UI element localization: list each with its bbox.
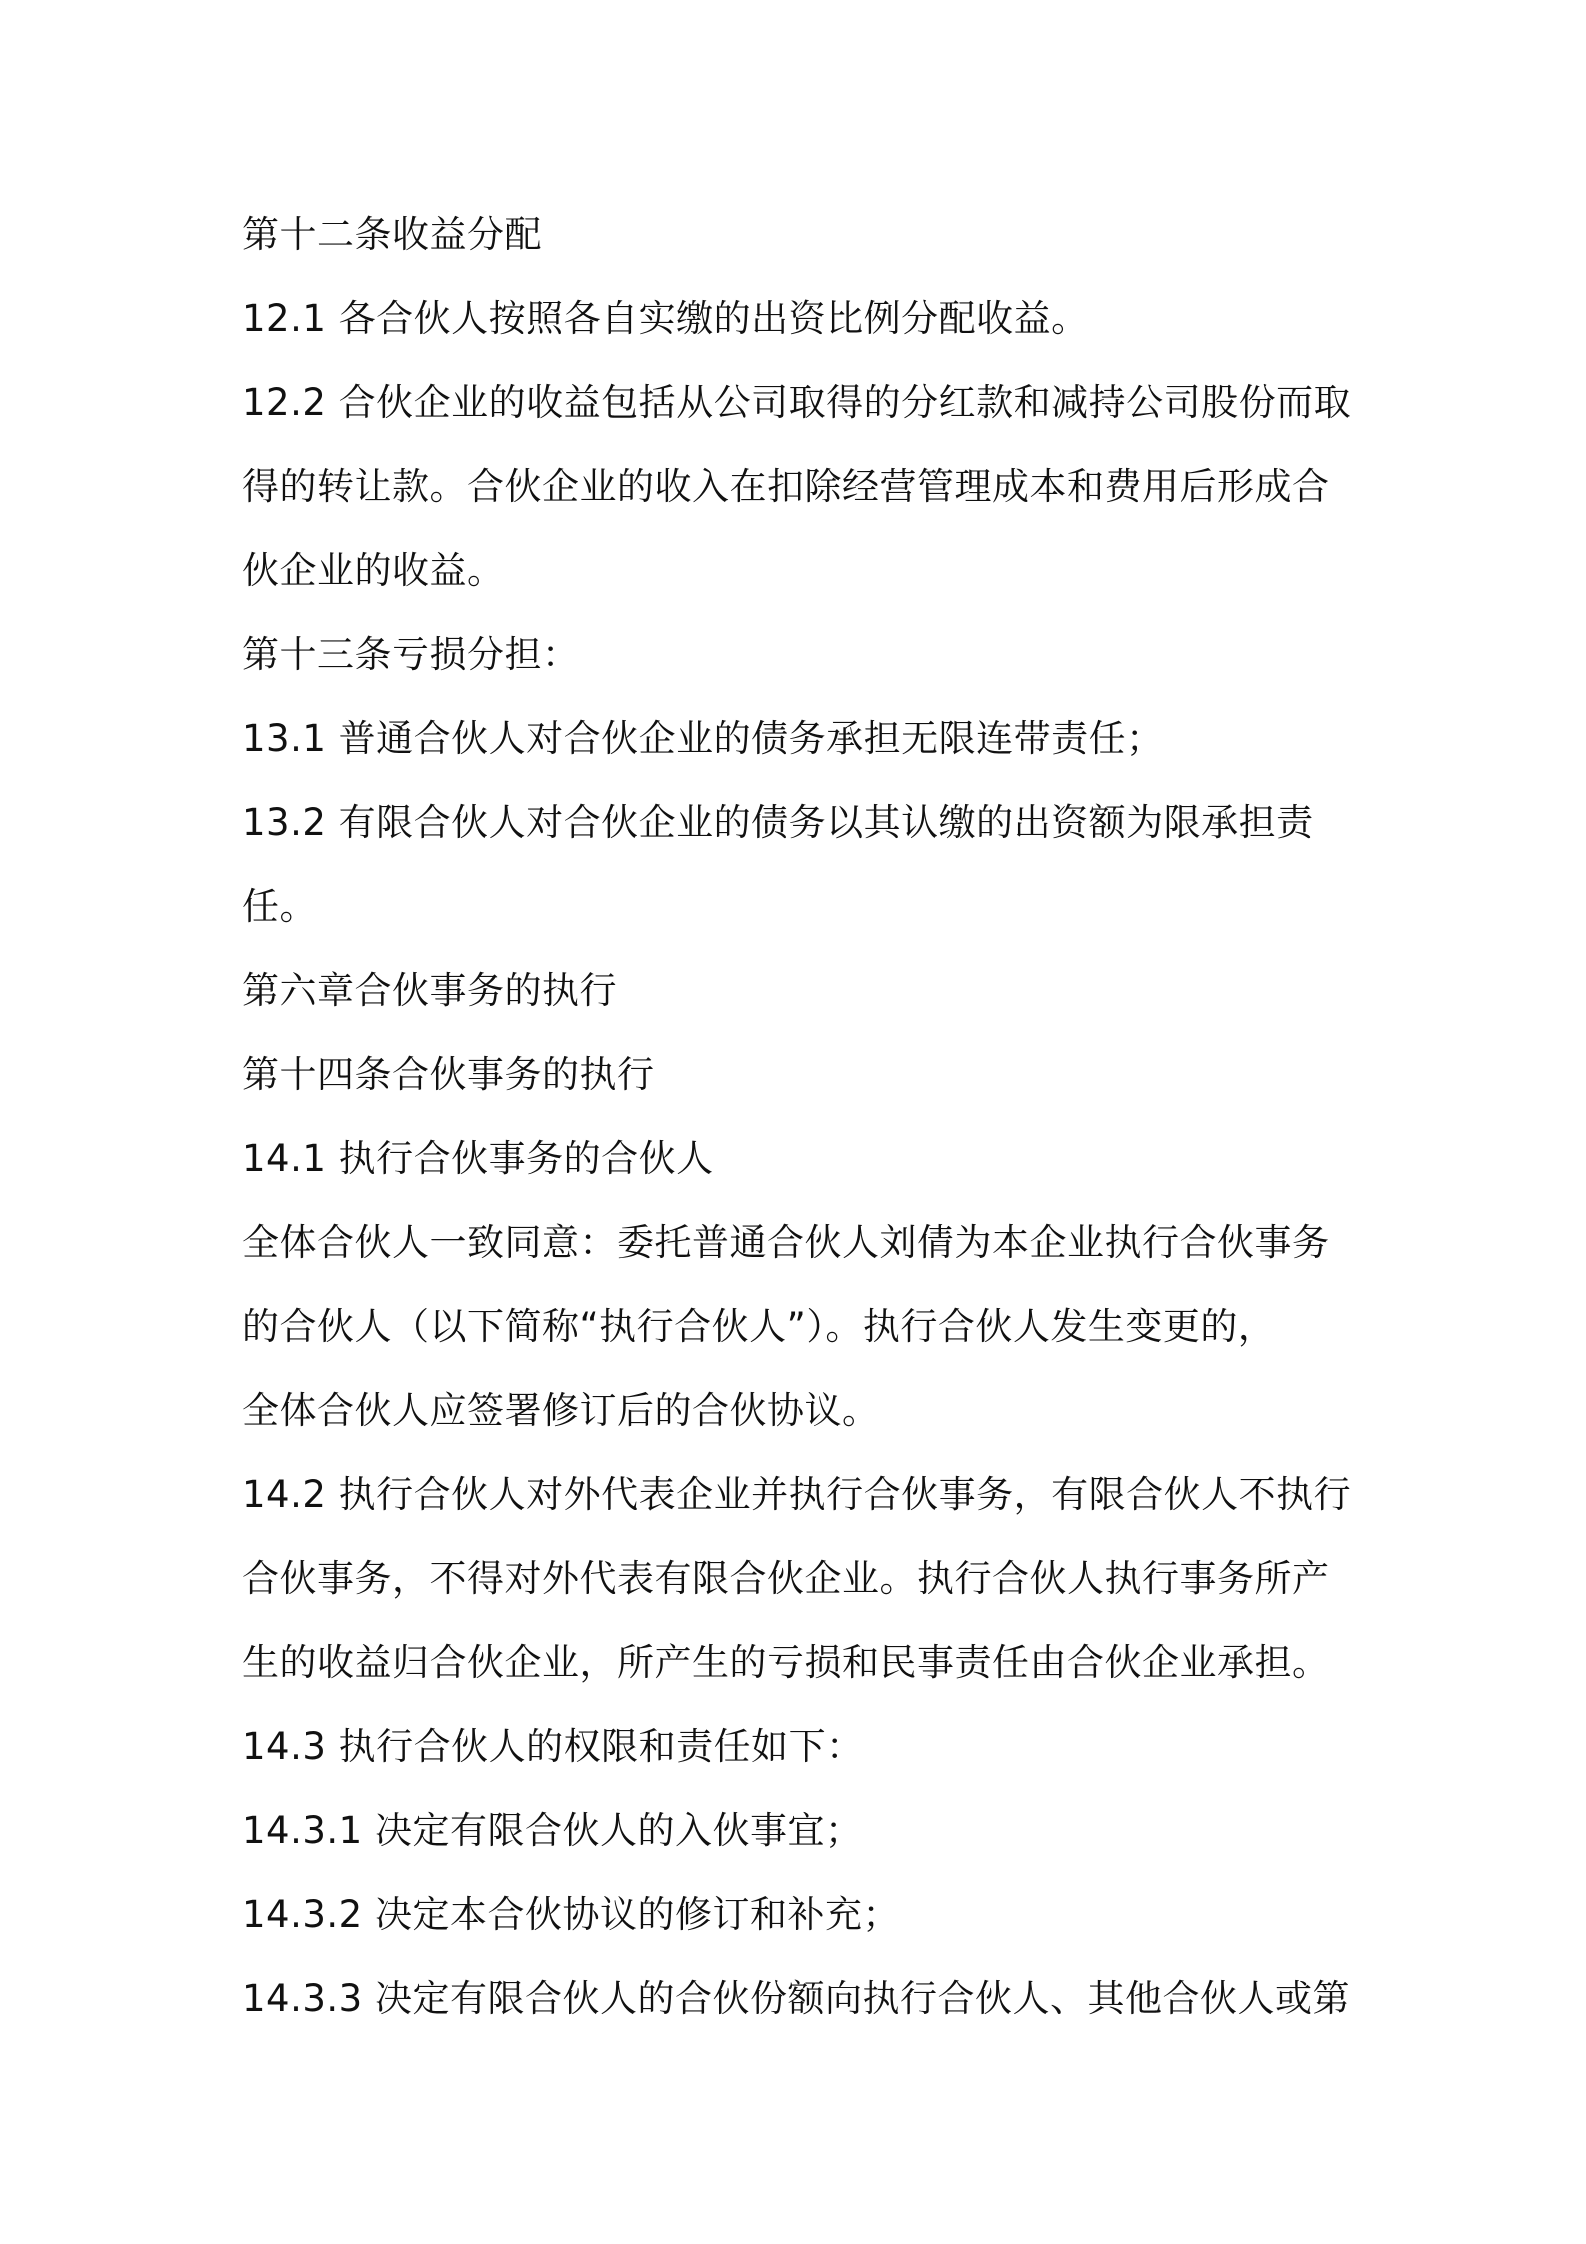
clause-12-2-line-1: 12.2 合伙企业的收益包括从公司取得的分红款和减持公司股份而取 <box>242 381 1352 424</box>
clause-12-2-line-3: 伙企业的收益。 <box>242 549 505 592</box>
clause-12-2-line-2: 得的转让款。合伙企业的收入在扣除经营管理成本和费用后形成合 <box>242 465 1330 508</box>
clause-14-2-line-2: 合伙事务，不得对外代表有限合伙企业。执行合伙人执行事务所产 <box>242 1557 1330 1600</box>
clause-14-1-text-line-1: 全体合伙人一致同意：委托普通合伙人刘倩为本企业执行合伙事务 <box>242 1221 1330 1264</box>
article-12-heading: 第十二条收益分配 <box>242 213 542 256</box>
clause-14-2-line-3: 生的收益归合伙企业，所产生的亏损和民事责任由合伙企业承担。 <box>242 1641 1330 1684</box>
clause-14-1-text-line-2: 的合伙人（以下简称“执行合伙人”）。执行合伙人发生变更的， <box>242 1305 1276 1348</box>
clause-13-1: 13.1 普通合伙人对合伙企业的债务承担无限连带责任； <box>242 717 1164 760</box>
article-14-heading: 第十四条合伙事务的执行 <box>242 1053 655 1096</box>
clause-14-3: 14.3 执行合伙人的权限和责任如下： <box>242 1725 864 1768</box>
document-page <box>242 193 1362 2041</box>
clause-14-1: 14.1 执行合伙事务的合伙人 <box>242 1137 714 1180</box>
clause-14-3-2: 14.3.2 决定本合伙协议的修订和补充； <box>242 1893 900 1936</box>
clause-13-2-line-1: 13.2 有限合伙人对合伙企业的债务以其认缴的出资额为限承担责 <box>242 801 1314 844</box>
clause-12-1: 12.1 各合伙人按照各自实缴的出资比例分配收益。 <box>242 297 1089 340</box>
clause-14-3-3: 14.3.3 决定有限合伙人的合伙份额向执行合伙人、其他合伙人或第 <box>242 1977 1350 2020</box>
clause-13-2-line-2: 任。 <box>242 885 317 928</box>
clause-14-2-line-1: 14.2 执行合伙人对外代表企业并执行合伙事务，有限合伙人不执行 <box>242 1473 1352 1516</box>
clause-14-3-1: 14.3.1 决定有限合伙人的入伙事宜； <box>242 1809 863 1852</box>
article-13-heading: 第十三条亏损分担： <box>242 633 580 676</box>
chapter-6-heading: 第六章合伙事务的执行 <box>242 969 617 1012</box>
clause-14-1-text-line-3: 全体合伙人应签署修订后的合伙协议。 <box>242 1389 880 1432</box>
